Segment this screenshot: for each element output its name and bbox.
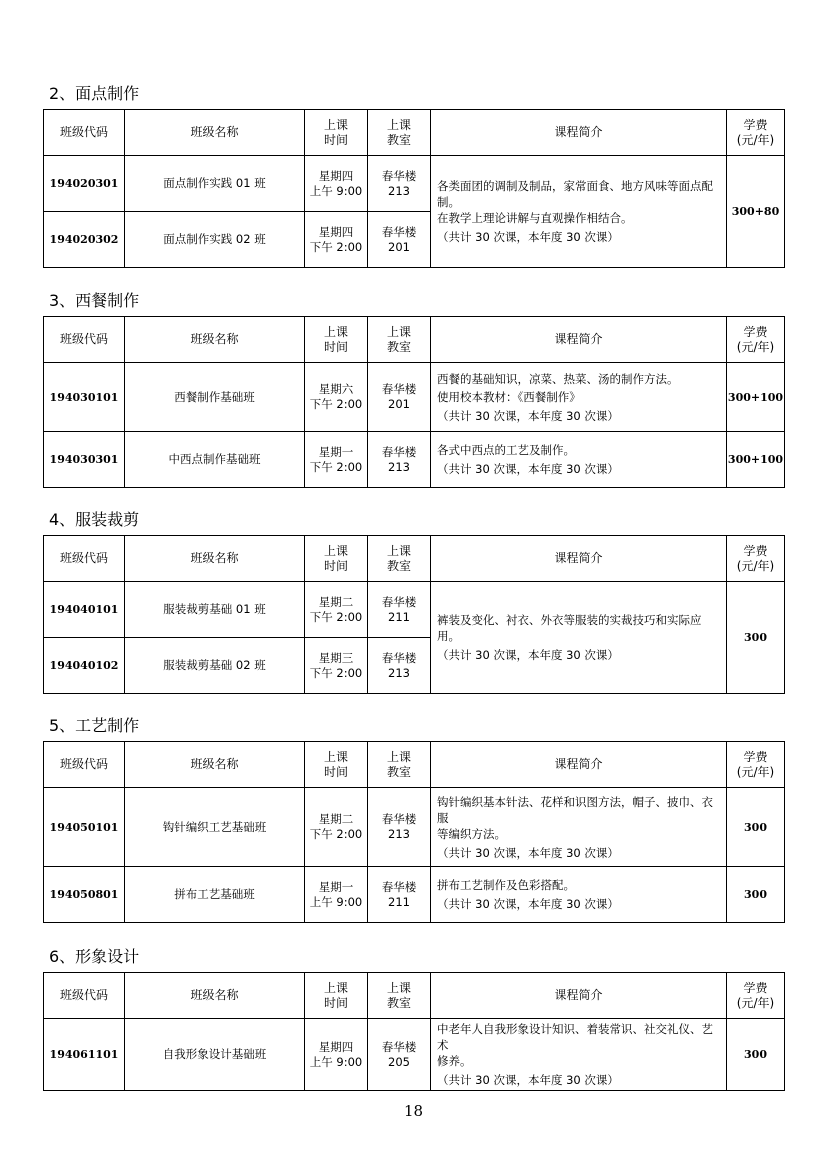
tuition-fee: 300+100 [727, 363, 785, 432]
class-code: 194020302 [44, 212, 125, 268]
header-fee: 学费 (元/年) [727, 110, 785, 156]
header-time: 上课 时间 [305, 110, 368, 156]
table-row [44, 582, 785, 638]
class-time: 星期二 下午 2:00 [305, 582, 368, 638]
section-pastry [43, 83, 784, 268]
header-fee: 学费 (元/年) [727, 742, 785, 788]
class-time: 星期四 下午 2:00 [305, 212, 368, 268]
class-name: 钩针编织工艺基础班 [125, 788, 305, 867]
class-time: 星期三 下午 2:00 [305, 638, 368, 694]
header-room: 上课 教室 [368, 110, 431, 156]
page-number: 18 [403, 1102, 424, 1120]
table-row [44, 867, 785, 923]
header-fee: 学费 (元/年) [727, 973, 785, 1019]
header-room: 上课 教室 [368, 973, 431, 1019]
header-desc: 课程简介 [431, 317, 727, 363]
course-table [43, 535, 785, 694]
section-title: 6、形象设计 [49, 947, 140, 966]
class-time: 星期四 上午 9:00 [305, 156, 368, 212]
class-room: 春华楼 205 [368, 1019, 431, 1091]
header-row [44, 536, 785, 582]
class-room: 春华楼 201 [368, 212, 431, 268]
header-room: 上课 教室 [368, 536, 431, 582]
header-code: 班级代码 [44, 110, 125, 156]
class-name: 中西点制作基础班 [125, 432, 305, 488]
header-room: 上课 教室 [368, 742, 431, 788]
class-room: 春华楼 201 [368, 363, 431, 432]
class-time: 星期二 下午 2:00 [305, 788, 368, 867]
tuition-fee: 300 [727, 788, 785, 867]
class-code: 194040101 [44, 582, 125, 638]
section-title: 2、面点制作 [49, 84, 140, 103]
course-table [43, 316, 785, 488]
class-name: 拼布工艺基础班 [125, 867, 305, 923]
header-code: 班级代码 [44, 742, 125, 788]
header-name: 班级名称 [125, 973, 305, 1019]
class-time: 星期六 下午 2:00 [305, 363, 368, 432]
header-desc: 课程简介 [431, 536, 727, 582]
class-code: 194020301 [44, 156, 125, 212]
table-row [44, 432, 785, 488]
class-room: 春华楼 213 [368, 788, 431, 867]
header-time: 上课 时间 [305, 536, 368, 582]
course-description: 各类面团的调制及制品，家常面食、地方风味等面点配制。 在教学上理论讲解与直观操作相结合。 （共计 30 次课，本年度 30 次课） [431, 156, 727, 268]
section-image-design [43, 946, 784, 1091]
header-fee: 学费 (元/年) [727, 536, 785, 582]
course-description: 拼布工艺制作及色彩搭配。 （共计 30 次课，本年度 30 次课） [431, 867, 727, 923]
header-name: 班级名称 [125, 536, 305, 582]
section-title: 3、西餐制作 [49, 291, 140, 310]
class-code: 194030301 [44, 432, 125, 488]
section-garment-cutting [43, 509, 784, 694]
class-name: 面点制作实践 02 班 [125, 212, 305, 268]
header-code: 班级代码 [44, 317, 125, 363]
course-table [43, 972, 785, 1091]
class-code: 194030101 [44, 363, 125, 432]
class-code: 194040102 [44, 638, 125, 694]
tuition-fee: 300+100 [727, 432, 785, 488]
header-desc: 课程简介 [431, 973, 727, 1019]
header-row [44, 742, 785, 788]
header-row [44, 110, 785, 156]
class-time: 星期一 上午 9:00 [305, 867, 368, 923]
class-name: 服装裁剪基础 02 班 [125, 638, 305, 694]
header-code: 班级代码 [44, 973, 125, 1019]
course-table [43, 109, 785, 268]
class-name: 面点制作实践 01 班 [125, 156, 305, 212]
table-row [44, 788, 785, 867]
course-description: 钩针编织基本针法、花样和识图方法，帽子、披巾、衣服 等编织方法。 （共计 30 次课，本年度 30 次课） [431, 788, 727, 867]
class-code: 194050101 [44, 788, 125, 867]
header-room: 上课 教室 [368, 317, 431, 363]
course-description: 中老年人自我形象设计知识、着装常识、社交礼仪、艺术 修养。 （共计 30 次课，本年度 30 次课） [431, 1019, 727, 1091]
header-fee: 学费 (元/年) [727, 317, 785, 363]
section-title: 4、服装裁剪 [49, 510, 140, 529]
section-title: 5、工艺制作 [49, 716, 140, 735]
table-row [44, 363, 785, 432]
class-room: 春华楼 211 [368, 867, 431, 923]
section-crafts [43, 715, 784, 923]
header-row [44, 973, 785, 1019]
class-code: 194061101 [44, 1019, 125, 1091]
course-description: 西餐的基础知识，凉菜、热菜、汤的制作方法。 使用校本教材：《西餐制作》 （共计 30 次课，本年度 30 次课） [431, 363, 727, 432]
header-name: 班级名称 [125, 742, 305, 788]
course-description: 各式中西点的工艺及制作。 （共计 30 次课，本年度 30 次课） [431, 432, 727, 488]
class-room: 春华楼 213 [368, 638, 431, 694]
header-time: 上课 时间 [305, 742, 368, 788]
class-name: 服装裁剪基础 01 班 [125, 582, 305, 638]
tuition-fee: 300 [727, 1019, 785, 1091]
header-row [44, 317, 785, 363]
class-room: 春华楼 213 [368, 156, 431, 212]
tuition-fee: 300+80 [727, 156, 785, 268]
tuition-fee: 300 [727, 582, 785, 694]
header-name: 班级名称 [125, 317, 305, 363]
class-name: 自我形象设计基础班 [125, 1019, 305, 1091]
header-code: 班级代码 [44, 536, 125, 582]
course-description: 裤装及变化、衬衣、外衣等服装的实裁技巧和实际应用。 （共计 30 次课，本年度 30 次课） [431, 582, 727, 694]
tuition-fee: 300 [727, 867, 785, 923]
header-name: 班级名称 [125, 110, 305, 156]
class-time: 星期一 下午 2:00 [305, 432, 368, 488]
class-code: 194050801 [44, 867, 125, 923]
class-room: 春华楼 213 [368, 432, 431, 488]
section-western-cuisine [43, 290, 784, 488]
header-desc: 课程简介 [431, 110, 727, 156]
class-room: 春华楼 211 [368, 582, 431, 638]
class-name: 西餐制作基础班 [125, 363, 305, 432]
header-desc: 课程简介 [431, 742, 727, 788]
header-time: 上课 时间 [305, 317, 368, 363]
course-table [43, 741, 785, 923]
header-time: 上课 时间 [305, 973, 368, 1019]
table-row [44, 1019, 785, 1091]
table-row [44, 156, 785, 212]
class-time: 星期四 上午 9:00 [305, 1019, 368, 1091]
